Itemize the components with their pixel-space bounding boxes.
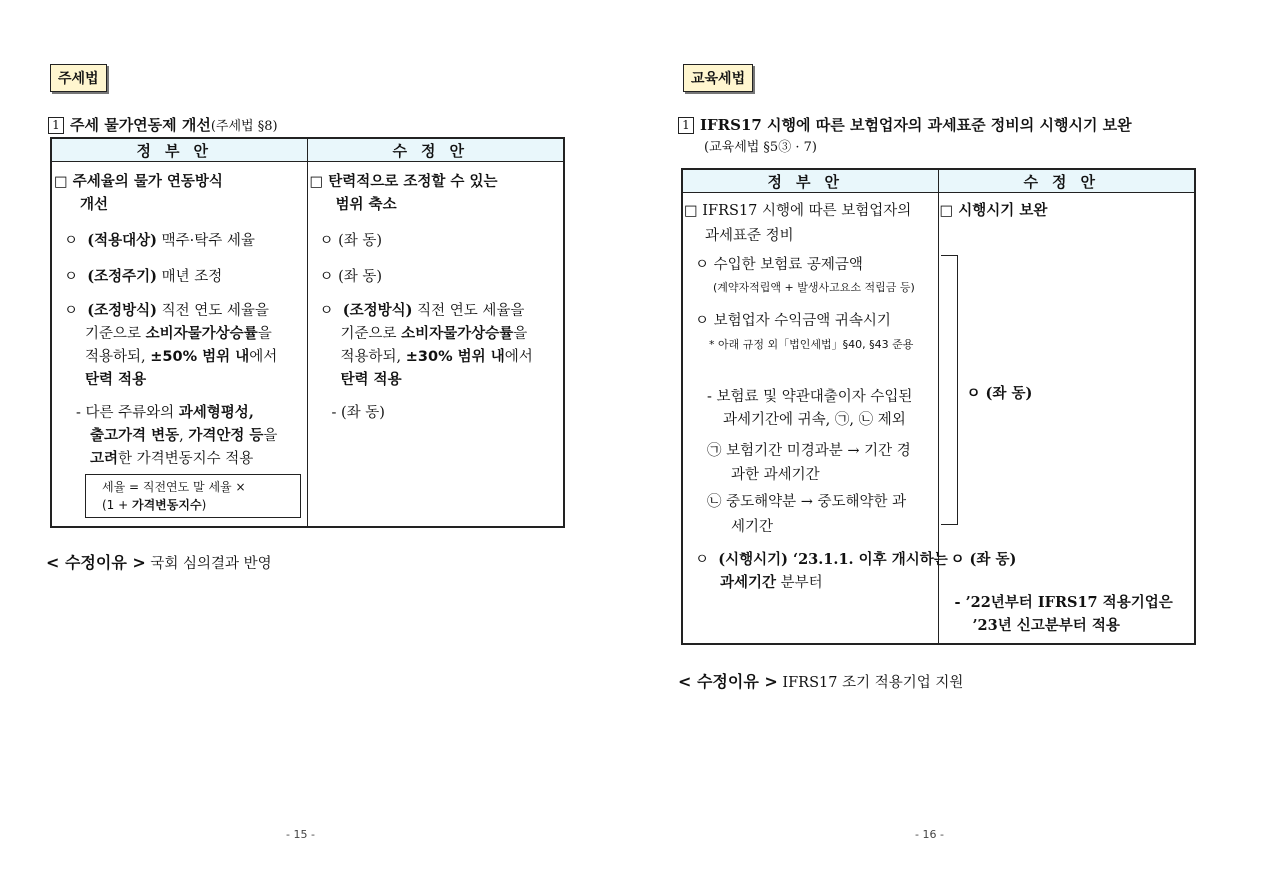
column-header-government-bill: 정부안 (51, 138, 307, 162)
column-header-revised-bill: 수정안 (938, 169, 1195, 193)
revised-same-2: ㅇ (좌 동) (319, 269, 383, 285)
revised-early-adopter-line2: ’23년 신고분부터 적용 (972, 617, 1120, 634)
item-title: 주세 물가연동제 개선 (70, 116, 211, 134)
page-number: - 16 - (915, 828, 944, 841)
revised-bill-cell (938, 193, 1195, 645)
item-title: IFRS17 시행에 따른 보험업자의 과세표준 정비의 시행시기 보완 (700, 116, 1132, 134)
bill-item-title-cont: 과세표준 정비 (705, 228, 794, 244)
formula-line1: 세율 = 직전연도 말 세율 × (102, 480, 246, 494)
revision-reason-text: 국회 심의결과 반영 (145, 556, 272, 572)
comparison-table (50, 137, 565, 528)
page-number: - 15 - (286, 828, 315, 841)
revised-same-dash: - (좌 동) (331, 405, 385, 421)
circled-item-1: ㉠ 보험기간 미경과분 → 기간 경 (707, 443, 911, 459)
revised-early-adopter: - ’22년부터 IFRS17 적용기업은 (954, 594, 1173, 611)
bill-item-title: □ IFRS17 시행에 따른 보험업자의 (684, 203, 912, 219)
bullet-method-line2: 기준으로 소비자물가상승률을 (85, 325, 272, 342)
revision-reason-label: < 수정이유 > (678, 672, 778, 691)
revenue-timing-note: * 아래 규정 외「법인세법」§40, §43 준용 (709, 338, 914, 351)
dash-premium-attribution: - 보험료 및 약관대출이자 수입된 (707, 389, 913, 405)
revised-same-1: ㅇ (좌 동) (966, 385, 1033, 402)
circled-item-2: ㉡ 중도해약분 → 중도해약한 과 (707, 494, 907, 510)
bullet-method-line4: 탄력 적용 (85, 371, 147, 388)
revised-item-title: □ 시행시기 보완 (939, 202, 1048, 219)
revised-bill-cell (307, 162, 564, 528)
section-title-liquor-tax: 주세법 (50, 64, 107, 92)
formula-box (85, 474, 301, 518)
dash-premium-attribution-line2: 과세기간에 귀속, ㉠, ㉡ 제외 (723, 412, 906, 428)
revised-same-1: ㅇ (좌 동) (319, 233, 383, 249)
bullet-target: ㅇ (적용대상) 맥주·탁주 세율 (64, 232, 255, 249)
item-number: 1 (48, 117, 64, 134)
government-bill-cell (51, 162, 307, 528)
revision-reason (678, 669, 963, 692)
column-header-government-bill: 정부안 (682, 169, 938, 193)
bill-item-title: □ 주세율의 물가 연동방식 (54, 173, 223, 190)
revised-same-2: ㅇ (좌 동) (950, 551, 1017, 568)
bullet-effective-date-line2: 과세기간 분부터 (720, 574, 823, 591)
revised-method-line2: 기준으로 소비자물가상승률을 (340, 325, 528, 342)
item-heading (678, 114, 1132, 135)
revised-method-line3: 적용하되, ±30% 범위 내에서 (340, 349, 533, 365)
formula-line2: (1 + 가격변동지수) (102, 498, 207, 512)
revised-method-line4: 탄력 적용 (340, 371, 402, 388)
government-bill-cell (682, 193, 948, 645)
bullet-effective-date: ㅇ (시행시기) ‘23.1.1. 이후 개시하는 (695, 551, 948, 568)
dash-item: - 다른 주류와의 과세형평성, (76, 404, 254, 421)
comparison-table (681, 168, 1196, 645)
section-title-education-tax: 교육세법 (683, 64, 753, 92)
item-reference: (주세법 §8) (210, 119, 278, 134)
dash-item-line2: 출고가격 변동, 가격안정 등을 (90, 427, 278, 444)
bracket-line (941, 255, 958, 525)
premium-deduction-note: (계약자적립액 + 발생사고요소 적립금 등) (713, 281, 915, 294)
bullet-cycle: ㅇ (조정주기) 매년 조정 (64, 268, 223, 285)
item-heading (48, 114, 278, 135)
column-header-revised-bill: 수정안 (307, 138, 564, 162)
bullet-method: ㅇ (조정방식) 직전 연도 세율을 (64, 302, 269, 319)
revision-reason-text: IFRS17 조기 적용기업 지원 (777, 675, 964, 691)
bill-item-title-cont: 개선 (80, 196, 109, 213)
revised-method: ㅇ (조정방식) 직전 연도 세율을 (319, 302, 525, 319)
revised-item-title-cont: 범위 축소 (335, 196, 397, 213)
revision-reason (46, 550, 272, 573)
circled-item-2-line2: 세기간 (731, 519, 774, 535)
bullet-method-line3: 적용하되, ±50% 범위 내에서 (85, 349, 278, 365)
bullet-premium-deduction: ㅇ 수입한 보험료 공제금액 (695, 257, 863, 273)
bullet-revenue-timing: ㅇ 보험업자 수익금액 귀속시기 (695, 313, 891, 329)
revised-item-title: □ 탄력적으로 조정할 수 있는 (309, 173, 498, 190)
item-reference: (교육세법 §5③ · 7) (704, 140, 817, 155)
item-number: 1 (678, 117, 694, 134)
dash-item-line3: 고려한 가격변동지수 적용 (90, 450, 254, 467)
revision-reason-label: < 수정이유 > (46, 553, 146, 572)
circled-item-1-line2: 과한 과세기간 (731, 467, 820, 483)
